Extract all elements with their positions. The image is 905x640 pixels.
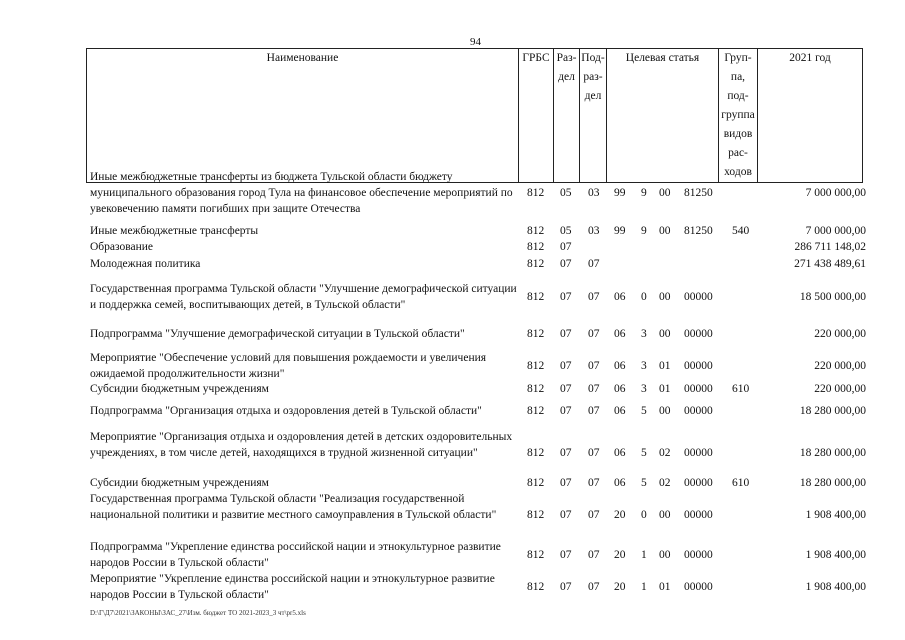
row-razdel: 07 bbox=[560, 258, 572, 270]
row-grbs: 812 bbox=[527, 581, 545, 593]
header-name-cell bbox=[87, 49, 519, 183]
header-vid-line: видов bbox=[723, 128, 753, 140]
row-expense-type: 610 bbox=[732, 477, 750, 489]
row-podrazdel: 07 bbox=[588, 549, 600, 561]
row-target-event: 00 bbox=[659, 509, 671, 521]
header-vid-line: Груп- bbox=[724, 52, 752, 64]
row-target-program: 06 bbox=[614, 447, 626, 459]
row-name: Государственная программа Тульской области "Реализация государственной национальной политики и развитие местного самоуправления в Тульской области" bbox=[90, 493, 497, 521]
row-name: Молодежная политика bbox=[90, 258, 201, 270]
row-target-direction: 81250 bbox=[684, 187, 713, 199]
row-amount: 1 908 400,00 bbox=[805, 509, 866, 521]
row-target-program: 06 bbox=[614, 360, 626, 372]
row-target-subprogram: 5 bbox=[641, 405, 647, 417]
row-target-subprogram: 1 bbox=[641, 549, 647, 561]
row-name: Иные межбюджетные трансферты bbox=[90, 225, 259, 237]
row-name: Подпрограмма "Укрепление единства российской нации и этнокультурное развитие народов России в Тульской области" bbox=[90, 541, 501, 569]
row-target-event: 01 bbox=[659, 581, 671, 593]
header-grbs: ГРБС bbox=[522, 52, 550, 64]
row-target-event: 00 bbox=[659, 328, 671, 340]
row-name: Мероприятие "Организация отдыха и оздоровления детей в детских оздоровительных учреждениях, в том числе детей, находящихся в трудной жизненной ситуации" bbox=[90, 431, 513, 459]
row-name: Мероприятие "Укрепление единства российской нации и этнокультурное развитие народов России в Тульской области" bbox=[90, 573, 495, 601]
row-expense-type: 610 bbox=[732, 383, 750, 395]
row-target-event: 00 bbox=[659, 405, 671, 417]
row-razdel: 07 bbox=[560, 360, 572, 372]
row-target-subprogram: 9 bbox=[641, 187, 647, 199]
row-podrazdel: 07 bbox=[588, 360, 600, 372]
row-grbs: 812 bbox=[527, 187, 545, 199]
row-amount: 220 000,00 bbox=[814, 328, 866, 340]
row-target-event: 00 bbox=[659, 549, 671, 561]
header-vid-line: ходов bbox=[724, 166, 752, 178]
row-amount: 220 000,00 bbox=[814, 360, 866, 372]
row-razdel: 07 bbox=[560, 549, 572, 561]
header-razdel-cell bbox=[554, 49, 580, 183]
row-razdel: 05 bbox=[560, 187, 572, 199]
row-amount: 1 908 400,00 bbox=[805, 549, 866, 561]
header-podrazdel-cell bbox=[580, 49, 607, 183]
row-amount: 18 500 000,00 bbox=[799, 291, 866, 303]
row-target-direction: 00000 bbox=[684, 328, 713, 340]
row-target-program: 06 bbox=[614, 405, 626, 417]
header-name: Наименование bbox=[266, 52, 339, 64]
row-amount: 7 000 000,00 bbox=[805, 225, 866, 237]
row-name: Государственная программа Тульской области "Улучшение демографической ситуации и поддержка семей, воспитывающих детей, в Тульской области" bbox=[90, 283, 517, 311]
row-target-program: 06 bbox=[614, 328, 626, 340]
row-podrazdel: 07 bbox=[588, 258, 600, 270]
row-name: Мероприятие "Обеспечение условий для повышения рождаемости и увеличения ожидаемой продолжительности жизни" bbox=[90, 352, 487, 380]
row-target-event: 00 bbox=[659, 225, 671, 237]
row-target-subprogram: 1 bbox=[641, 581, 647, 593]
header-vid-line: под- bbox=[727, 90, 749, 102]
header-vid-cell bbox=[719, 49, 758, 183]
row-razdel: 07 bbox=[560, 383, 572, 395]
row-razdel: 07 bbox=[560, 405, 572, 417]
header-razdel-line: Раз- bbox=[556, 52, 577, 64]
row-amount: 220 000,00 bbox=[814, 383, 866, 395]
row-podrazdel: 03 bbox=[588, 225, 600, 237]
row-target-subprogram: 0 bbox=[641, 509, 647, 521]
header-podrazdel-line: Под- bbox=[581, 52, 605, 64]
row-target-program: 06 bbox=[614, 477, 626, 489]
row-target-direction: 81250 bbox=[684, 225, 713, 237]
header-podrazdel-line: дел bbox=[584, 90, 602, 102]
row-grbs: 812 bbox=[527, 447, 545, 459]
row-target-subprogram: 3 bbox=[641, 383, 647, 395]
header-year: 2021 год bbox=[789, 52, 831, 64]
row-podrazdel: 07 bbox=[588, 581, 600, 593]
row-name: Подпрограмма "Улучшение демографической ситуации в Тульской области" bbox=[90, 328, 465, 340]
row-target-direction: 00000 bbox=[684, 360, 713, 372]
header-year-cell bbox=[758, 49, 863, 183]
header-vid-line: рас- bbox=[728, 147, 748, 159]
row-target-event: 01 bbox=[659, 383, 671, 395]
row-target-direction: 00000 bbox=[684, 509, 713, 521]
row-target-program: 06 bbox=[614, 291, 626, 303]
row-target-subprogram: 3 bbox=[641, 328, 647, 340]
row-grbs: 812 bbox=[527, 509, 545, 521]
row-target-direction: 00000 bbox=[684, 549, 713, 561]
row-target-direction: 00000 bbox=[684, 405, 713, 417]
row-target-program: 99 bbox=[614, 187, 626, 199]
header-grbs-cell bbox=[519, 49, 554, 183]
row-target-direction: 00000 bbox=[684, 581, 713, 593]
header-target-cell bbox=[607, 49, 719, 183]
row-target-program: 20 bbox=[614, 549, 626, 561]
table-header bbox=[86, 48, 863, 183]
header-vid-line: группа bbox=[721, 109, 755, 121]
row-target-subprogram: 9 bbox=[641, 225, 647, 237]
row-target-subprogram: 3 bbox=[641, 360, 647, 372]
row-podrazdel: 07 bbox=[588, 509, 600, 521]
row-target-subprogram: 0 bbox=[641, 291, 647, 303]
row-amount: 18 280 000,00 bbox=[799, 447, 866, 459]
row-target-direction: 00000 bbox=[684, 291, 713, 303]
row-target-program: 99 bbox=[614, 225, 626, 237]
row-amount: 1 908 400,00 bbox=[805, 581, 866, 593]
row-target-direction: 00000 bbox=[684, 383, 713, 395]
row-name: Иные межбюджетные трансферты из бюджета Тульской области бюджету муниципального образования город Тула на финансовое обеспечение мероприятий по увековечению памяти погибших при защите Отечества bbox=[90, 171, 513, 215]
row-razdel: 07 bbox=[560, 241, 572, 253]
row-target-program: 20 bbox=[614, 509, 626, 521]
row-podrazdel: 03 bbox=[588, 187, 600, 199]
row-amount: 7 000 000,00 bbox=[805, 187, 866, 199]
row-name: Подпрограмма "Организация отдыха и оздоровления детей в Тульской области" bbox=[90, 405, 482, 417]
row-target-event: 00 bbox=[659, 291, 671, 303]
header-razdel-line: дел bbox=[558, 71, 575, 83]
row-razdel: 07 bbox=[560, 291, 572, 303]
row-razdel: 07 bbox=[560, 477, 572, 489]
row-podrazdel: 07 bbox=[588, 291, 600, 303]
row-grbs: 812 bbox=[527, 241, 545, 253]
row-podrazdel: 07 bbox=[588, 477, 600, 489]
row-podrazdel: 07 bbox=[588, 405, 600, 417]
row-target-event: 02 bbox=[659, 447, 671, 459]
row-grbs: 812 bbox=[527, 291, 545, 303]
row-grbs: 812 bbox=[527, 258, 545, 270]
header-podrazdel-line: раз- bbox=[583, 71, 603, 83]
row-target-event: 02 bbox=[659, 477, 671, 489]
row-grbs: 812 bbox=[527, 549, 545, 561]
row-podrazdel: 07 bbox=[588, 383, 600, 395]
row-razdel: 07 bbox=[560, 328, 572, 340]
row-target-direction: 00000 bbox=[684, 477, 713, 489]
header-target: Целевая статья bbox=[625, 52, 700, 64]
row-podrazdel: 07 bbox=[588, 447, 600, 459]
row-expense-type: 540 bbox=[732, 225, 750, 237]
row-name: Образование bbox=[90, 241, 154, 253]
row-target-program: 06 bbox=[614, 383, 626, 395]
row-target-direction: 00000 bbox=[684, 447, 713, 459]
row-amount: 18 280 000,00 bbox=[799, 477, 866, 489]
row-grbs: 812 bbox=[527, 225, 545, 237]
row-name: Субсидии бюджетным учреждениям bbox=[90, 383, 269, 395]
header-vid-line: па, bbox=[730, 71, 746, 83]
row-amount: 286 711 148,02 bbox=[794, 241, 866, 253]
row-target-subprogram: 5 bbox=[641, 447, 647, 459]
row-grbs: 812 bbox=[527, 360, 545, 372]
row-podrazdel: 07 bbox=[588, 328, 600, 340]
row-razdel: 07 bbox=[560, 447, 572, 459]
page-number: 94 bbox=[470, 36, 481, 48]
row-razdel: 07 bbox=[560, 509, 572, 521]
row-grbs: 812 bbox=[527, 328, 545, 340]
row-target-subprogram: 5 bbox=[641, 477, 647, 489]
row-amount: 18 280 000,00 bbox=[799, 405, 866, 417]
row-target-event: 01 bbox=[659, 360, 671, 372]
row-grbs: 812 bbox=[527, 383, 545, 395]
row-name: Субсидии бюджетным учреждениям bbox=[90, 477, 269, 489]
row-amount: 271 438 489,61 bbox=[794, 258, 866, 270]
row-razdel: 05 bbox=[560, 225, 572, 237]
row-target-event: 00 bbox=[659, 187, 671, 199]
file-path-footer: D:\Г\Д7\2021\ЗАКОНЫ\ЗАС_27\Изм. бюджет ТО 2021-2023_3 чт\pr5.xls bbox=[90, 609, 306, 617]
row-target-program: 20 bbox=[614, 581, 626, 593]
row-grbs: 812 bbox=[527, 405, 545, 417]
row-grbs: 812 bbox=[527, 477, 545, 489]
row-razdel: 07 bbox=[560, 581, 572, 593]
